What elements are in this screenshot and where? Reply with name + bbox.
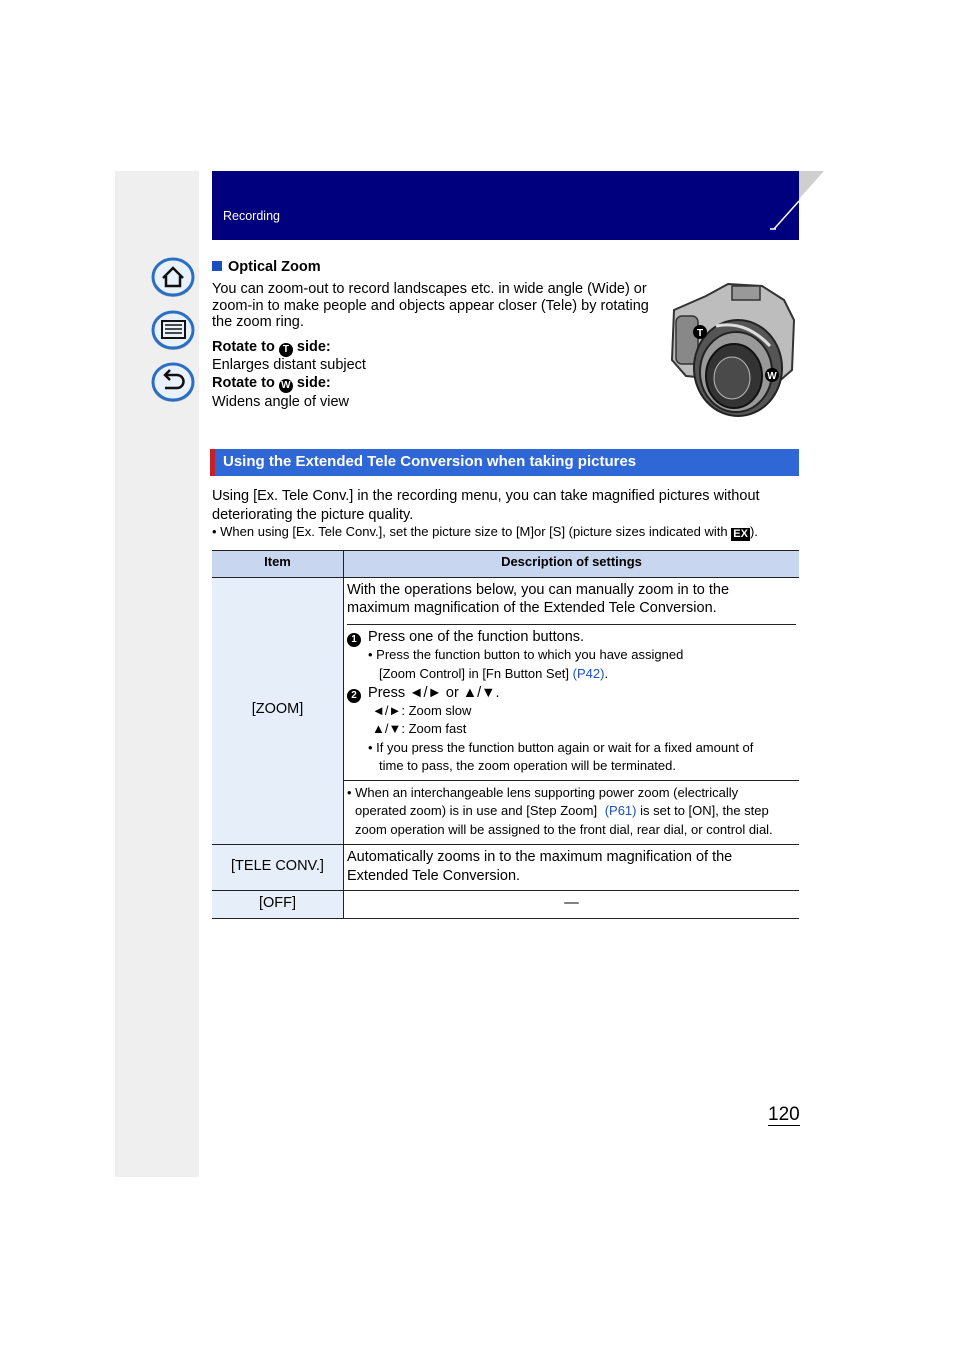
menu-button[interactable] [151, 309, 195, 349]
chapter-header [212, 171, 799, 240]
zoom-step-2: 2 Press ◄/► or ▲/▼. [347, 684, 500, 703]
tele-conv-item: [TELE CONV.] [231, 858, 324, 874]
zoom-item: [ZOOM] [251, 701, 304, 717]
header-corner-decoration [770, 171, 826, 241]
zoom-note-c: zoom operation will be assigned to the front dial, rear dial, or control dial. [355, 822, 773, 837]
zoom-desc-line-1: With the operations below, you can manually zoom in to the [347, 582, 730, 598]
off-item: [OFF] [258, 895, 297, 911]
camera-illustration [666, 280, 800, 422]
off-desc: — [564, 895, 579, 911]
optical-zoom-line-1: You can zoom-out to record landscapes etc. in wide angle (Wide) or [212, 281, 647, 297]
zoom-desc-line-2: maximum magnification of the Extended Tele Conversion. [347, 600, 717, 616]
page-number: 120 [768, 1104, 800, 1125]
intro-line-1: Using [Ex. Tele Conv.] in the recording menu, you can take magnified pictures without [212, 488, 760, 504]
chapter-label: Recording [223, 209, 280, 223]
link-p61[interactable]: (P61) [604, 803, 637, 818]
zoom-fast-line: ▲/▼: Zoom fast [372, 721, 467, 736]
camera-wide-label: W [767, 371, 777, 382]
tele-conv-desc-a: Automatically zooms in to the maximum magnification of the [347, 849, 733, 865]
link-p42[interactable]: (P42) [572, 666, 605, 681]
zoom-slow-line: ◄/►: Zoom slow [372, 703, 472, 718]
col-item-header: Item [264, 554, 291, 569]
rotate-tele-desc: Enlarges distant subject [212, 357, 366, 373]
rotate-tele-label: Rotate to T side: [212, 339, 331, 355]
back-arrow-icon [151, 361, 195, 403]
zoom-step-2-bullet-b: time to pass, the zoom operation will be terminated. [379, 758, 676, 773]
camera-tele-label: T [696, 328, 704, 339]
menu-list-icon [151, 309, 195, 351]
zoom-step-1-bullet-a: • Press the function button to which you have assigned [368, 647, 684, 662]
tele-conv-desc-b: Extended Tele Conversion. [347, 868, 521, 884]
zoom-note-a: • When an interchangeable lens supporting power zoom (electrically [347, 785, 739, 800]
zoom-step-2-bullet-a: • If you press the function button again or wait for a fixed amount of [368, 740, 754, 755]
section-title: Using the Extended Tele Conversion when taking pictures [223, 453, 637, 470]
intro-line-2: deteriorating the picture quality. [212, 507, 414, 523]
bullet-square-icon [212, 261, 222, 271]
back-button[interactable] [151, 361, 195, 401]
zoom-note-b: operated zoom) is in use and [Step Zoom] (P61) is set to [ON], the step [355, 803, 769, 818]
rotate-wide-desc: Widens angle of view [212, 394, 350, 410]
col-desc-header: Description of settings [501, 554, 642, 569]
optical-zoom-heading: Optical Zoom [212, 259, 321, 276]
home-button[interactable] [151, 256, 195, 296]
optical-zoom-line-2: zoom-in to make people and objects appear closer (Tele) by rotating [212, 298, 649, 314]
step-1-icon: 1 [347, 633, 361, 647]
table-column-divider [343, 550, 344, 918]
section-header [210, 449, 799, 476]
intro-note: • When using [Ex. Tele Conv.], set the picture size to [M]or [S] (picture sizes indicated with EX ). [212, 524, 758, 540]
rotate-wide-label: Rotate to W side: [212, 375, 331, 391]
home-icon [151, 256, 195, 298]
zoom-step-1: 1 Press one of the function buttons. [347, 628, 584, 647]
ex-size-icon: EX [733, 528, 748, 540]
wide-circle-icon: W [279, 379, 293, 393]
zoom-step-1-bullet-b: [Zoom Control] in [Fn Button Set] (P42). [379, 666, 609, 681]
step-2-icon: 2 [347, 689, 361, 703]
optical-zoom-line-3: the zoom ring. [212, 314, 304, 330]
section-accent [210, 449, 215, 476]
tele-circle-icon: T [279, 343, 293, 357]
